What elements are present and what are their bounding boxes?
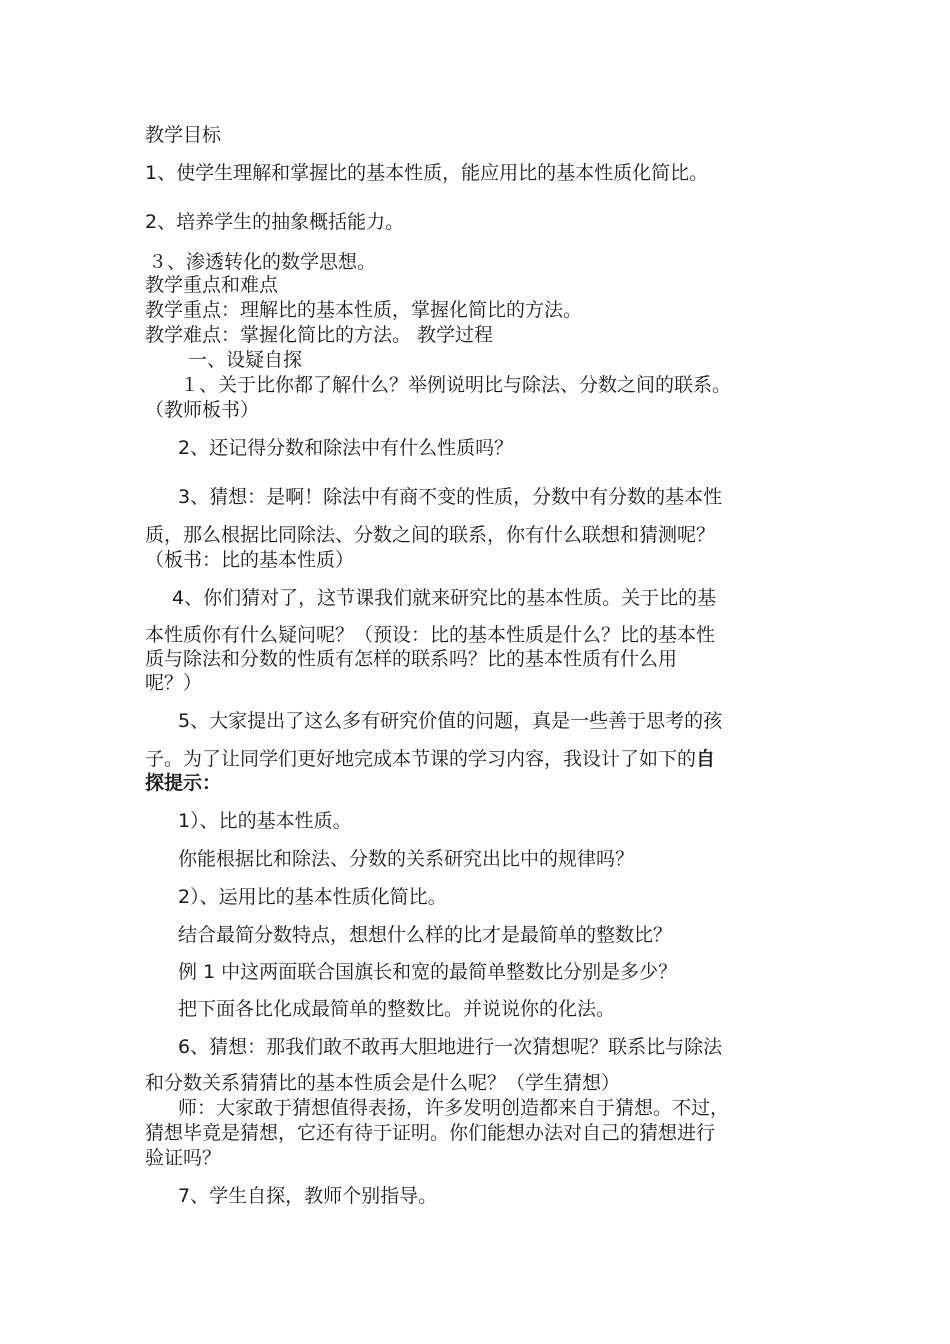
question-2: 2、还记得分数和除法中有什么性质吗？ (178, 437, 514, 459)
question-5-line-1: 5、大家提出了这么多有研究价值的问题，真是一些善于思考的孩 (178, 710, 723, 732)
hint-1: 1）、比的基本性质。 (178, 810, 352, 832)
heading-teaching-objectives: 教学目标 (145, 124, 222, 146)
objective-1: 1、使学生理解和掌握比的基本性质，能应用比的基本性质化简比。 (145, 162, 709, 184)
self-explore-hint-label-start: 自 (696, 748, 716, 770)
hint-2-question-1: 结合最简分数特点，想想什么样的比才是最简单的整数比？ (178, 924, 673, 946)
question-7: 7、学生自探，教师个别指导。 (178, 1185, 438, 1207)
heading-focus-difficulty: 教学重点和难点 (145, 274, 279, 296)
question-1-line-2: （教师板书） (145, 399, 260, 421)
question-4-line-4: 呢？） (145, 672, 203, 694)
question-4-line-1: 4、你们猜对了，这节课我们就来研究比的基本性质。关于比的基 (172, 587, 717, 609)
question-3-line-2: 质，那么根据比同除法、分数之间的联系，你有什么联想和猜测呢？ (145, 524, 716, 546)
question-5-line-2 (145, 748, 810, 771)
teaching-difficulty: 教学难点：掌握化简比的方法。 教学过程 (145, 324, 494, 346)
hint-1-question: 你能根据比和除法、分数的关系研究出比中的规律吗？ (178, 848, 635, 870)
teaching-focus: 教学重点：理解比的基本性质，掌握化简比的方法。 (145, 299, 583, 321)
question-6-line-2: 和分数关系猜猜比的基本性质会是什么呢？（学生猜想） (145, 1072, 621, 1094)
section-heading-1: 一、设疑自探 (188, 349, 303, 371)
hint-2-question-2: 例 1 中这两面联合国旗长和宽的最简单整数比分别是多少？ (178, 961, 678, 983)
teacher-remark-line-2: 猜想毕竟是猜想，它还有待于证明。你们能想办法对自己的猜想进行 (145, 1122, 716, 1144)
question-5-line-2-text: 子。为了让同学们更好地完成本节课的学习内容，我设计了如下的 (145, 748, 697, 770)
question-3-line-3: （板书：比的基本性质） (145, 549, 355, 571)
objective-2: 2、培养学生的抽象概括能力。 (145, 211, 405, 233)
hint-2: 2）、运用比的基本性质化简比。 (178, 886, 447, 908)
objective-3: ３、渗透转化的数学思想。 (148, 251, 377, 273)
question-4-line-2: 本性质你有什么疑问呢？（预设：比的基本性质是什么？比的基本性 (145, 624, 716, 646)
question-6-line-1: 6、猜想：那我们敢不敢再大胆地进行一次猜想呢？联系比与除法 (178, 1036, 723, 1058)
question-3-line-1: 3、猜想：是啊！除法中有商不变的性质，分数中有分数的基本性 (178, 486, 723, 508)
question-1-line-1: １、关于比你都了解什么？举例说明比与除法、分数之间的联系。 (180, 374, 732, 396)
question-4-line-3: 质与除法和分数的性质有怎样的联系吗？比的基本性质有什么用 (145, 648, 678, 670)
self-explore-hint-label: 探提示： (145, 772, 222, 794)
teacher-remark-line-1: 师：大家敢于猜想值得表扬，许多发明创造都来自于猜想。不过， (178, 1097, 730, 1119)
hint-2-question-3: 把下面各比化成最简单的整数比。并说说你的化法。 (178, 998, 616, 1020)
teacher-remark-line-3: 验证吗？ (145, 1147, 222, 1169)
